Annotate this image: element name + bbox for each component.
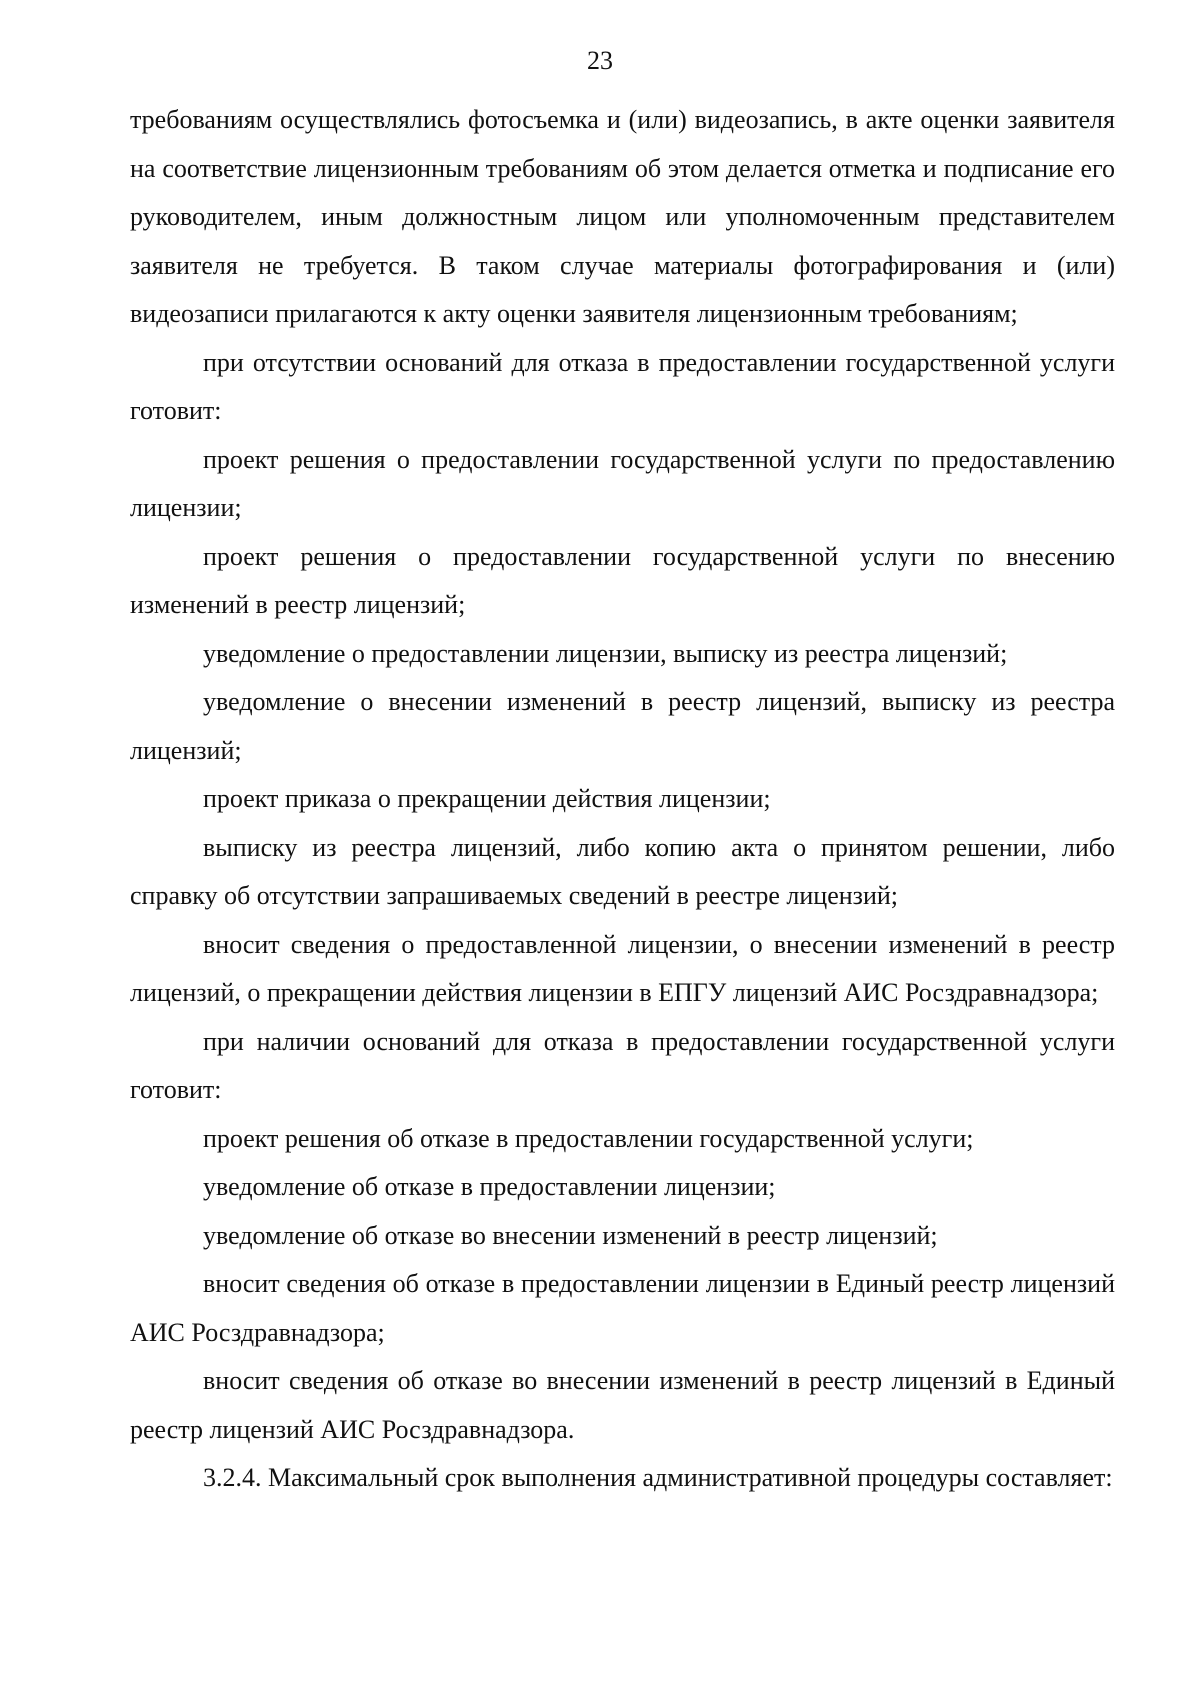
paragraph: вносит сведения об отказе в предоставлении лицензии в Единый реестр лицензий АИС Росздравнадзора; [130, 1269, 1115, 1347]
paragraph: уведомление о предоставлении лицензии, выписку из реестра лицензий; [203, 638, 1008, 668]
paragraph: вносит сведения об отказе во внесении изменений в реестр лицензий в Единый реестр лицензий АИС Росздравнадзора. [130, 1366, 1115, 1444]
paragraph: требованиям осуществлялись фотосъемка и (или) видеозапись, в акте оценки заявителя на соответствие лицензионным требованиям об этом делается отметка и подписание его руководителем, иным должностным лицом или уполномоченным представителем заявителя не требуется. В таком случае материалы фотографирования и (или) видеозаписи прилагаются к акту оценки заявителя лицензионным требованиям; [130, 105, 1115, 328]
paragraph: уведомление об отказе в предоставлении лицензии; [203, 1172, 776, 1201]
paragraph: проект решения о предоставлении государственной услуги по предоставлению лицензии; [130, 444, 1115, 522]
document-body [130, 96, 1115, 1503]
paragraph: выписку из реестра лицензий, либо копию акта о принятом решении, либо справку об отсутствии запрашиваемых сведений в реестре лицензий; [130, 832, 1115, 910]
paragraph: уведомление об отказе во внесении изменений в реестр лицензий; [203, 1220, 938, 1250]
paragraph: при отсутствии оснований для отказа в предоставлении государственной услуги готовит: [130, 347, 1115, 425]
paragraph: проект решения о предоставлении государственной услуги по внесению изменений в реестр лицензий; [130, 541, 1115, 619]
page-number: 23 [587, 46, 613, 75]
paragraph: проект решения об отказе в предоставлении государственной услуги; [203, 1123, 974, 1153]
paragraph: вносит сведения о предоставленной лицензии, о внесении изменений в реестр лицензий, о прекращении действия лицензии в ЕПГУ лицензий АИС Росздравнадзора; [130, 929, 1115, 1007]
paragraph: при наличии оснований для отказа в предоставлении государственной услуги готовит: [130, 1026, 1115, 1104]
paragraph: уведомление о внесении изменений в реестр лицензий, выписку из реестра лицензий; [130, 687, 1115, 765]
paragraph: проект приказа о прекращении действия лицензии; [203, 784, 771, 813]
section-paragraph: 3.2.4. Максимальный срок выполнения административной процедуры составляет: [203, 1463, 1113, 1492]
